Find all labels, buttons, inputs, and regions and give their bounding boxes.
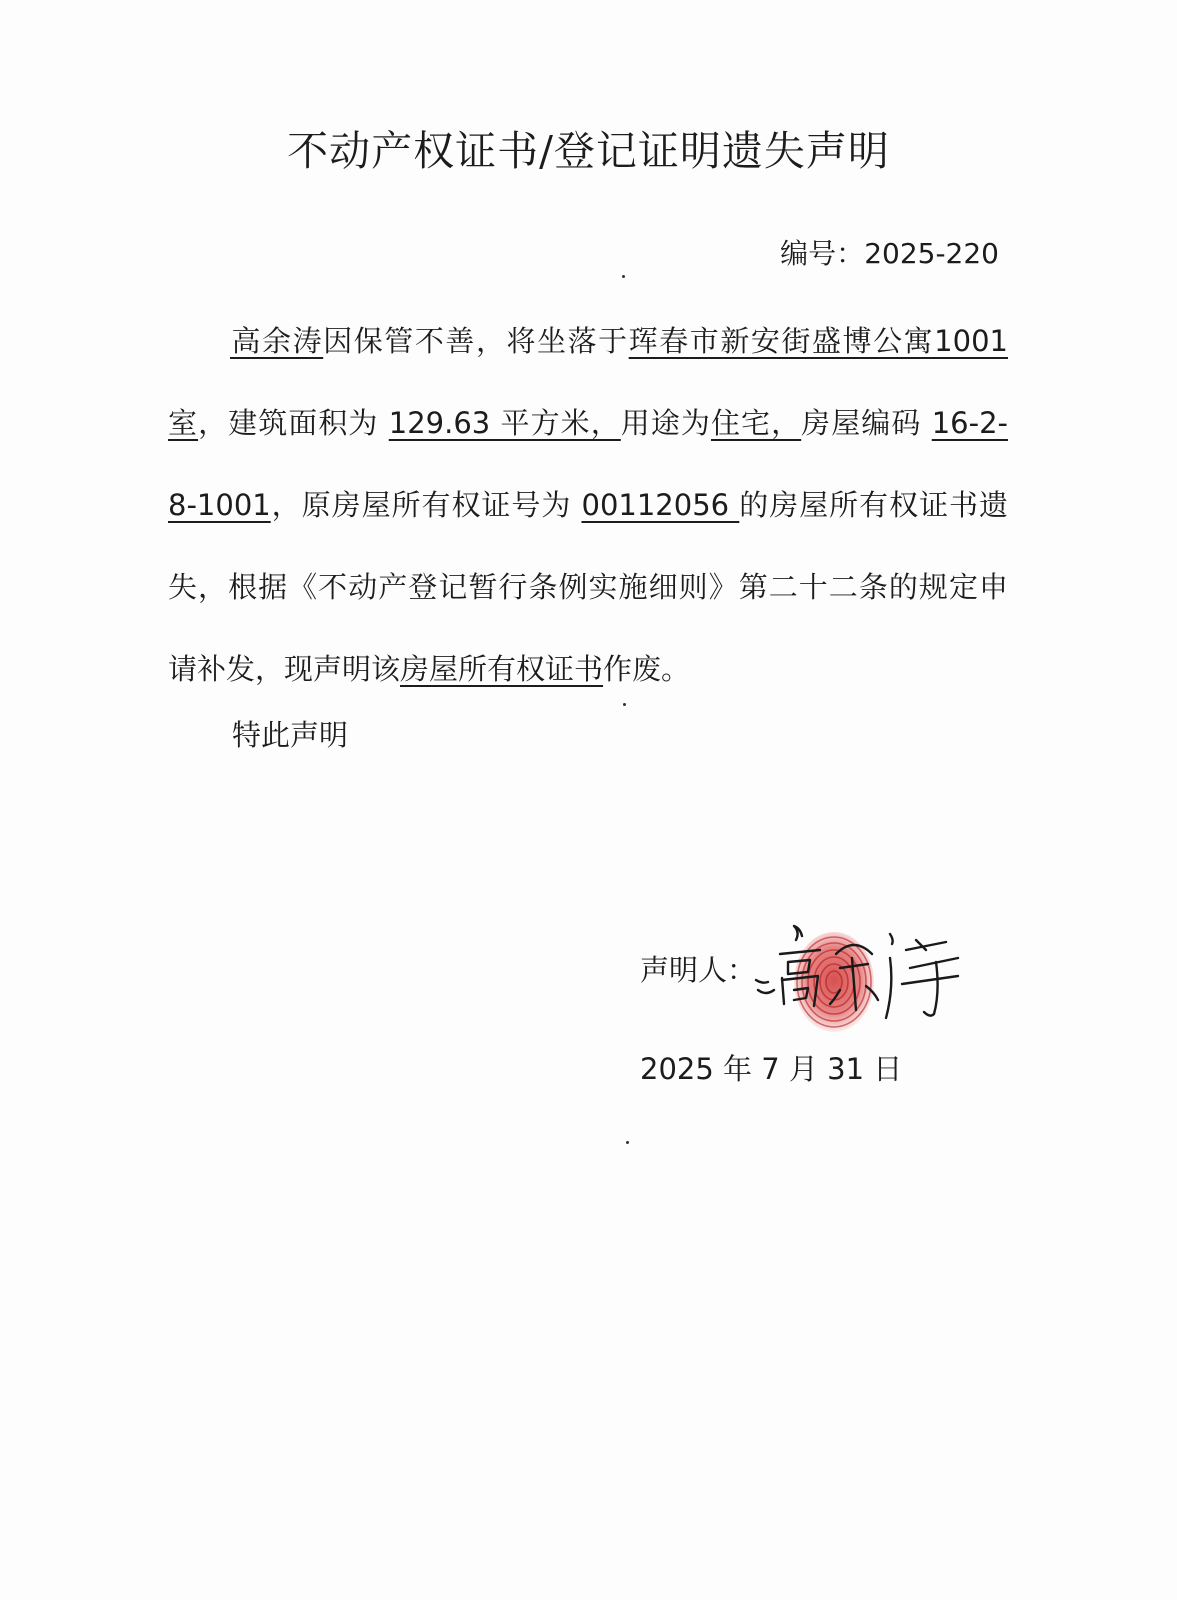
paragraph-text-6: 的房屋所有权证书遗失，根据《不动产登记暂行条例实施细则》第二十二条的规定申请补发，现声明该 [168, 488, 1008, 686]
owner-name: 高余涛 [230, 324, 324, 358]
paragraph-text-5: ，原房屋所有权证号为 [270, 488, 582, 522]
document-number-value: 2025-220 [864, 237, 999, 270]
property-address: 珲春市新安街盛博公寓1001 室 [168, 324, 1008, 440]
declaration-paragraph [168, 300, 1008, 710]
document-number-label: 编号： [780, 237, 865, 270]
document-title: 不动产权证书/登记证明遗失声明 [287, 127, 890, 175]
scan-speck [622, 275, 625, 278]
paragraph-text-2: ，建筑面积为 [198, 406, 389, 440]
paragraph-text-4: 房屋编码 [801, 406, 932, 440]
certificate-number: 00112056 [581, 488, 740, 522]
scan-speck [626, 1141, 629, 1144]
paragraph-text-7: 作废。 [603, 652, 691, 686]
handwritten-signature [740, 910, 980, 1030]
building-area: 129.63 平方米， [388, 406, 621, 440]
signature-block [640, 930, 1000, 1040]
certificate-type: 房屋所有权证书 [400, 652, 604, 686]
paragraph-text-3: 用途为 [620, 406, 711, 440]
document-number [780, 232, 999, 272]
scan-speck [623, 703, 626, 706]
paragraph-text-1: 因保管不善，将坐落于 [323, 324, 629, 358]
closing-statement: 特此声明 [232, 718, 349, 752]
property-usage: 住宅， [710, 406, 802, 440]
declarant-label: 声明人： [640, 953, 757, 987]
house-code: 16-2-8-1001 [168, 406, 1008, 522]
declaration-date: 2025 年 7 月 31 日 [640, 1052, 903, 1086]
